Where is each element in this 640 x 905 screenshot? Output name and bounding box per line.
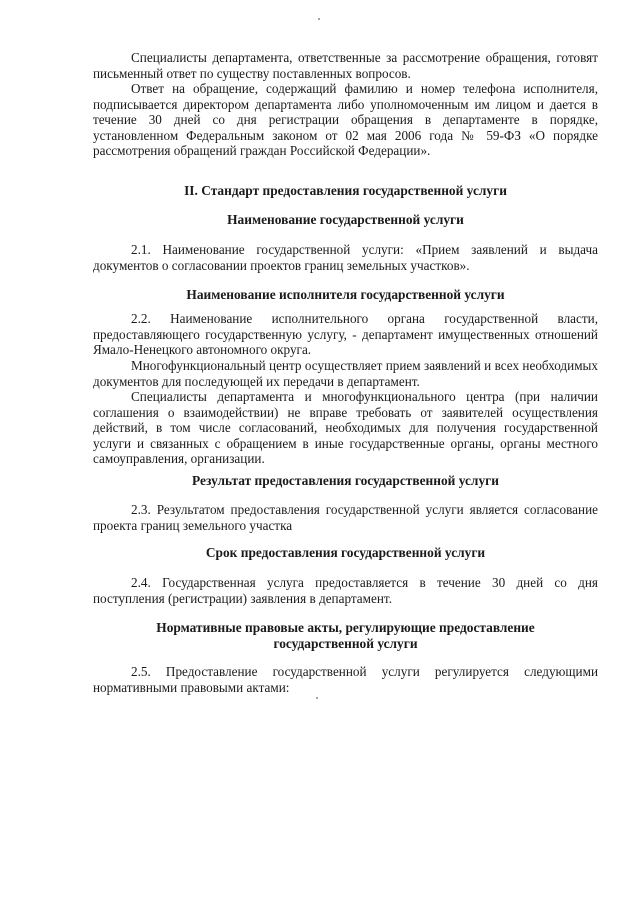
heading-acts-line1: Нормативные правовые акты, регулирующие предоставление	[156, 620, 535, 635]
paragraph-2-4: 2.4. Государственная услуга предоставляется в течение 30 дней со дня поступления (регистрации) заявления в департамент.	[93, 575, 598, 606]
scan-artifact	[316, 697, 318, 699]
paragraph-2-3: 2.3. Результатом предоставления государственной услуги является согласование проекта границ земельного участка	[93, 502, 598, 533]
paragraph-answer-signature: Ответ на обращение, содержащий фамилию и номер телефона исполнителя, подписывается директором департамента либо уполномоченным им лицом и дается в течение 30 дней со дня регистрации обращения в департаменте в порядке, установленном Федеральным законом от 02 мая 2006 года № 59-ФЗ «О порядке рассмотрения обращений граждан Российской Федерации».	[93, 81, 598, 159]
heading-result: Результат предоставления государственной услуги	[192, 473, 499, 488]
heading-service-name: Наименование государственной услуги	[227, 212, 464, 227]
paragraph-2-1: 2.1. Наименование государственной услуги: «Прием заявлений и выдача документов о согласовании проектов границ земельных участков».	[93, 242, 598, 273]
paragraph-specialists-answer: Специалисты департамента, ответственные за рассмотрение обращения, готовят письменный ответ по существу поставленных вопросов.	[93, 50, 598, 81]
paragraph-2-2: 2.2. Наименование исполнительного органа государственной власти, предоставляющего государственную услугу, - департамент имущественных отношений Ямало-Ненецкого автономного округа.	[93, 311, 598, 358]
section-heading: II. Стандарт предоставления государственной услуги	[184, 183, 507, 198]
heading-acts-line2: государственной услуги	[273, 636, 418, 651]
paragraph-specialists-restrictions: Специалисты департамента и многофункционального центра (при наличии соглашения о взаимодействии) не вправе требовать от заявителей осуществления действий, в том числе согласований, необходимых для получения государственной услуги и связанных с обращением в иные государственные органы, органы местного самоуправления, организации.	[93, 389, 598, 467]
scan-artifact	[318, 18, 320, 20]
heading-term: Срок предоставления государственной услуги	[205, 545, 486, 560]
paragraph-2-5: 2.5. Предоставление государственной услуги регулируется следующими нормативными правовыми актами:	[93, 664, 598, 695]
paragraph-mfc: Многофункциональный центр осуществляет прием заявлений и всех необходимых документов для последующей их передачи в департамент.	[93, 358, 598, 389]
heading-executor: Наименование исполнителя государственной услуги	[186, 287, 505, 302]
